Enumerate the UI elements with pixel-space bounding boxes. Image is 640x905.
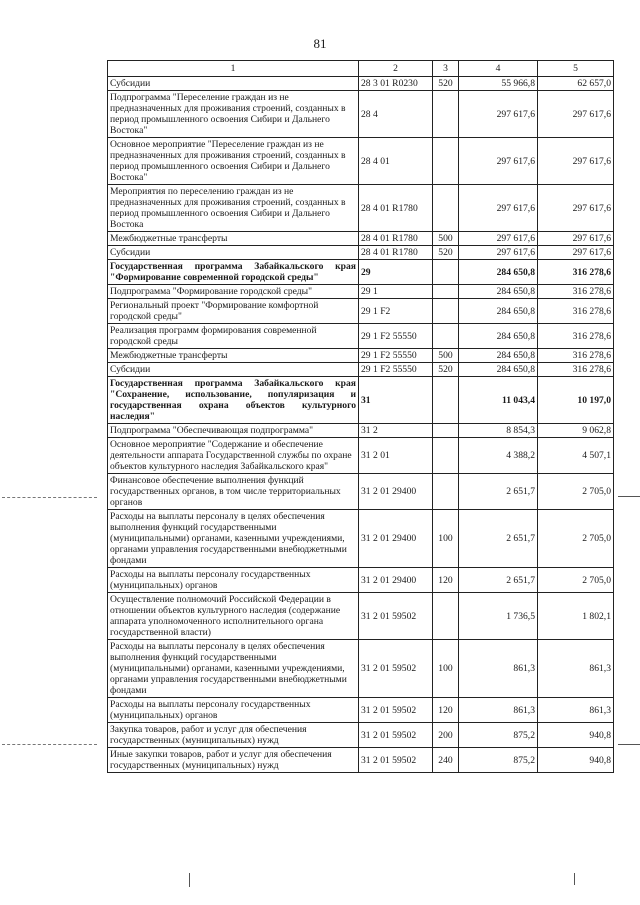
row-value-year2-cell: 297 617,6 — [538, 91, 614, 138]
row-code-cell: 31 2 01 59502 — [359, 723, 433, 748]
row-code-cell: 31 2 01 29400 — [359, 568, 433, 593]
scan-artifact-bottom-2 — [574, 873, 575, 885]
scan-artifact-right-1 — [618, 496, 640, 497]
scan-artifact-right-2 — [618, 744, 640, 745]
row-name-cell: Субсидии — [108, 77, 359, 91]
row-name-cell: Основное мероприятие "Содержание и обеспечение деятельности аппарата Государственной службы по охране объектов культурного наследия Забайкальского края" — [108, 438, 359, 474]
table-row — [108, 593, 614, 640]
row-code-cell: 29 1 F2 — [359, 299, 433, 324]
row-expense-type-cell — [433, 424, 459, 438]
table-row — [108, 438, 614, 474]
row-expense-type-cell — [433, 138, 459, 185]
row-name-cell: Подпрограмма "Формирование городской среды" — [108, 285, 359, 299]
row-value-year1-cell: 4 388,2 — [459, 438, 538, 474]
row-value-year2-cell: 861,3 — [538, 640, 614, 698]
header-col-year1: 4 — [459, 61, 538, 77]
row-code-cell: 31 2 01 29400 — [359, 510, 433, 568]
row-expense-type-cell: 500 — [433, 232, 459, 246]
row-value-year2-cell: 316 278,6 — [538, 260, 614, 285]
row-value-year2-cell: 316 278,6 — [538, 363, 614, 377]
row-code-cell: 31 2 01 59502 — [359, 748, 433, 773]
table-row — [108, 285, 614, 299]
row-name-cell: Основное мероприятие "Переселение граждан из не предназначенных для проживания строений, созданных в период промышленного освоения Сибири и Дальнего Востока" — [108, 138, 359, 185]
row-value-year2-cell: 1 802,1 — [538, 593, 614, 640]
row-code-cell: 29 1 — [359, 285, 433, 299]
row-code-cell: 31 2 01 29400 — [359, 474, 433, 510]
row-value-year2-cell: 4 507,1 — [538, 438, 614, 474]
row-expense-type-cell: 100 — [433, 510, 459, 568]
row-expense-type-cell — [433, 324, 459, 349]
row-value-year2-cell: 2 705,0 — [538, 510, 614, 568]
row-value-year1-cell: 284 650,8 — [459, 285, 538, 299]
row-name-cell: Расходы на выплаты персоналу государственных (муниципальных) органов — [108, 698, 359, 723]
scan-artifact-bottom-1 — [189, 873, 190, 887]
row-name-cell: Государственная программа Забайкальского края "Формирование современной городской среды" — [108, 260, 359, 285]
row-code-cell: 31 2 01 59502 — [359, 640, 433, 698]
table-row — [108, 349, 614, 363]
row-expense-type-cell: 200 — [433, 723, 459, 748]
table-row — [108, 324, 614, 349]
row-value-year1-cell: 861,3 — [459, 640, 538, 698]
row-name-cell: Расходы на выплаты персоналу государственных (муниципальных) органов — [108, 568, 359, 593]
row-name-cell: Государственная программа Забайкальского края "Сохранение, использование, популяризация и государственная охрана объектов культурного наследия" — [108, 377, 359, 424]
row-code-cell: 29 1 F2 55550 — [359, 349, 433, 363]
row-value-year1-cell: 861,3 — [459, 698, 538, 723]
row-value-year2-cell: 9 062,8 — [538, 424, 614, 438]
table-row — [108, 260, 614, 285]
row-expense-type-cell — [433, 91, 459, 138]
row-expense-type-cell: 120 — [433, 568, 459, 593]
row-value-year1-cell: 8 854,3 — [459, 424, 538, 438]
row-value-year1-cell: 284 650,8 — [459, 363, 538, 377]
header-col-vr: 3 — [433, 61, 459, 77]
row-code-cell: 31 2 01 — [359, 438, 433, 474]
table-row — [108, 424, 614, 438]
table-row — [108, 91, 614, 138]
row-value-year1-cell: 2 651,7 — [459, 474, 538, 510]
row-value-year1-cell: 284 650,8 — [459, 299, 538, 324]
table-row — [108, 698, 614, 723]
row-expense-type-cell — [433, 593, 459, 640]
row-value-year1-cell: 1 736,5 — [459, 593, 538, 640]
row-value-year1-cell: 284 650,8 — [459, 349, 538, 363]
row-expense-type-cell: 100 — [433, 640, 459, 698]
table-row — [108, 474, 614, 510]
row-value-year1-cell: 11 043,4 — [459, 377, 538, 424]
row-code-cell: 29 1 F2 55550 — [359, 324, 433, 349]
row-value-year1-cell: 55 966,8 — [459, 77, 538, 91]
table-row — [108, 77, 614, 91]
table-row — [108, 748, 614, 773]
row-code-cell: 31 2 01 59502 — [359, 593, 433, 640]
row-expense-type-cell — [433, 474, 459, 510]
row-code-cell: 28 4 01 R1780 — [359, 232, 433, 246]
row-value-year1-cell: 284 650,8 — [459, 324, 538, 349]
row-code-cell: 28 4 — [359, 91, 433, 138]
row-expense-type-cell — [433, 438, 459, 474]
row-code-cell: 31 — [359, 377, 433, 424]
row-code-cell: 28 3 01 R0230 — [359, 77, 433, 91]
row-value-year1-cell: 297 617,6 — [459, 232, 538, 246]
table-row — [108, 299, 614, 324]
row-value-year1-cell: 2 651,7 — [459, 510, 538, 568]
row-value-year1-cell: 297 617,6 — [459, 91, 538, 138]
row-name-cell: Расходы на выплаты персоналу в целях обеспечения выполнения функций государственными (муниципальными) органами, казенными учреждениями, органами управления государственными внебюджетными фондами — [108, 510, 359, 568]
row-code-cell: 28 4 01 R1780 — [359, 246, 433, 260]
row-code-cell: 28 4 01 R1780 — [359, 185, 433, 232]
table-body — [108, 77, 614, 773]
row-value-year2-cell: 316 278,6 — [538, 324, 614, 349]
row-value-year2-cell: 297 617,6 — [538, 232, 614, 246]
row-expense-type-cell — [433, 299, 459, 324]
row-value-year1-cell: 297 617,6 — [459, 138, 538, 185]
row-expense-type-cell — [433, 260, 459, 285]
row-expense-type-cell: 120 — [433, 698, 459, 723]
row-name-cell: Региональный проект "Формирование комфортной городской среды" — [108, 299, 359, 324]
row-name-cell: Субсидии — [108, 363, 359, 377]
table-row — [108, 138, 614, 185]
row-name-cell: Подпрограмма "Обеспечивающая подпрограмма" — [108, 424, 359, 438]
row-code-cell: 31 2 01 59502 — [359, 698, 433, 723]
scan-artifact-left-2 — [2, 744, 97, 745]
page-number: 81 — [313, 36, 327, 51]
row-name-cell: Мероприятия по переселению граждан из не предназначенных для проживания строений, созданных в период промышленного освоения Сибири и Дальнего Востока — [108, 185, 359, 232]
row-value-year2-cell: 297 617,6 — [538, 138, 614, 185]
row-value-year2-cell: 2 705,0 — [538, 474, 614, 510]
row-name-cell: Финансовое обеспечение выполнения функций государственных органов, в том числе территориальных органов — [108, 474, 359, 510]
row-expense-type-cell — [433, 377, 459, 424]
row-name-cell: Реализация программ формирования современной городской среды — [108, 324, 359, 349]
row-value-year2-cell: 2 705,0 — [538, 568, 614, 593]
row-code-cell: 29 1 F2 55550 — [359, 363, 433, 377]
row-value-year2-cell: 316 278,6 — [538, 349, 614, 363]
row-value-year2-cell: 62 657,0 — [538, 77, 614, 91]
row-value-year2-cell: 316 278,6 — [538, 285, 614, 299]
table-row — [108, 640, 614, 698]
scan-artifact-left-1 — [2, 497, 97, 498]
table-row — [108, 185, 614, 232]
table-row — [108, 246, 614, 260]
row-value-year2-cell: 297 617,6 — [538, 185, 614, 232]
row-expense-type-cell — [433, 285, 459, 299]
row-value-year1-cell: 2 651,7 — [459, 568, 538, 593]
header-col-name: 1 — [108, 61, 359, 77]
row-value-year1-cell: 297 617,6 — [459, 246, 538, 260]
row-value-year2-cell: 316 278,6 — [538, 299, 614, 324]
header-col-year2: 5 — [538, 61, 614, 77]
row-code-cell: 31 2 — [359, 424, 433, 438]
row-code-cell: 28 4 01 — [359, 138, 433, 185]
row-value-year2-cell: 297 617,6 — [538, 246, 614, 260]
table-row — [108, 568, 614, 593]
row-name-cell: Подпрограмма "Переселение граждан из не предназначенных для проживания строений, созданных в период промышленного освоения Сибири и Дальнего Востока" — [108, 91, 359, 138]
table-row — [108, 232, 614, 246]
row-value-year2-cell: 861,3 — [538, 698, 614, 723]
row-expense-type-cell: 520 — [433, 77, 459, 91]
row-code-cell: 29 — [359, 260, 433, 285]
header-col-code: 2 — [359, 61, 433, 77]
row-value-year2-cell: 940,8 — [538, 748, 614, 773]
row-value-year1-cell: 297 617,6 — [459, 185, 538, 232]
row-name-cell: Межбюджетные трансферты — [108, 232, 359, 246]
row-expense-type-cell: 520 — [433, 363, 459, 377]
row-value-year2-cell: 940,8 — [538, 723, 614, 748]
row-value-year1-cell: 875,2 — [459, 748, 538, 773]
row-name-cell: Осуществление полномочий Российской Федерации в отношении объектов культурного наследия (содержание аппарата уполномоченного исполнительного органа государственной власти) — [108, 593, 359, 640]
row-expense-type-cell: 520 — [433, 246, 459, 260]
row-expense-type-cell: 240 — [433, 748, 459, 773]
table-row — [108, 510, 614, 568]
row-value-year1-cell: 284 650,8 — [459, 260, 538, 285]
row-expense-type-cell — [433, 185, 459, 232]
row-name-cell: Иные закупки товаров, работ и услуг для обеспечения государственных (муниципальных) нужд — [108, 748, 359, 773]
row-expense-type-cell: 500 — [433, 349, 459, 363]
table-row — [108, 377, 614, 424]
budget-table — [107, 60, 614, 773]
table-row — [108, 363, 614, 377]
row-value-year2-cell: 10 197,0 — [538, 377, 614, 424]
table-header-row — [108, 61, 614, 77]
row-name-cell: Межбюджетные трансферты — [108, 349, 359, 363]
row-name-cell: Расходы на выплаты персоналу в целях обеспечения выполнения функций государственными (муниципальными) органами, казенными учреждениями, органами управления государственными внебюджетными фондами — [108, 640, 359, 698]
table-row — [108, 723, 614, 748]
row-name-cell: Субсидии — [108, 246, 359, 260]
row-value-year1-cell: 875,2 — [459, 723, 538, 748]
row-name-cell: Закупка товаров, работ и услуг для обеспечения государственных (муниципальных) нужд — [108, 723, 359, 748]
